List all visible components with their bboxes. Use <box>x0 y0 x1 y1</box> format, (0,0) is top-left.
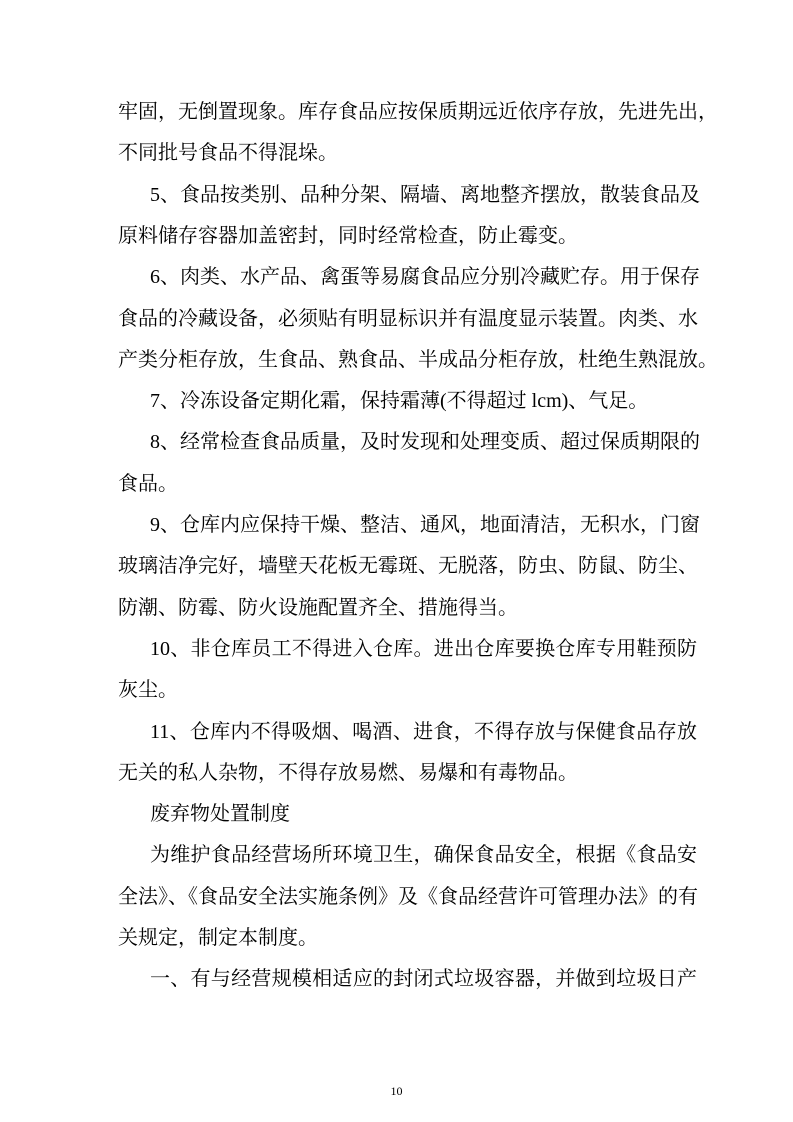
text-line: 不同批号食品不得混垛。 <box>118 142 338 165</box>
text-line: 6、肉类、水产品、禽蛋等易腐食品应分别冷藏贮存。用于保存 <box>150 266 700 289</box>
text-line: 无关的私人杂物，不得存放易燃、易爆和有毒物品。 <box>118 761 578 784</box>
text-line: 10、非仓库员工不得进入仓库。进出仓库要换仓库专用鞋预防 <box>150 637 697 660</box>
text-line: 5、食品按类别、品种分架、隔墙、离地整齐摆放，散装食品及 <box>150 183 700 206</box>
text-line: 食品的冷藏设备，必须贴有明显标识并有温度显示装置。肉类、水 <box>118 307 698 330</box>
text-line: 关规定，制定本制度。 <box>118 927 318 949</box>
text-line: 一、有与经营规模相适应的封闭式垃圾容器，并做到垃圾日产 <box>150 968 697 991</box>
page-number: 10 <box>390 1084 403 1098</box>
text-line: 牢固，无倒置现象。库存食品应按保质期远近依序存放，先进先出， <box>118 101 718 123</box>
text-line: 防潮、防霉、防火设施配置齐全、措施得当。 <box>118 596 518 619</box>
text-line: 废弃物处置制度 <box>150 803 290 826</box>
text-line: 8、经常检查食品质量，及时发现和处理变质、超过保质期限的 <box>150 431 700 454</box>
text-line: 灰尘。 <box>118 679 178 702</box>
text-line: 9、仓库内应保持干燥、整洁、通风，地面清洁，无积水，门窗 <box>150 514 700 536</box>
text-line: 食品。 <box>118 472 178 495</box>
text-line: 11、仓库内不得吸烟、喝酒、进食，不得存放与保健食品存放 <box>150 720 697 743</box>
text-line: 7、冷冻设备定期化霜，保持霜薄(不得超过 lcm)、气足。 <box>150 390 649 413</box>
text-line: 原料储存容器加盖密封，同时经常检查，防止霉变。 <box>118 224 578 247</box>
text-line: 全法》、《食品安全法实施条例》及《食品经营许可管理办法》的有 <box>118 885 698 908</box>
text-line: 产类分柜存放，生食品、熟食品、半成品分柜存放，杜绝生熟混放。 <box>118 348 718 371</box>
text-line: 玻璃洁净完好，墙壁天花板无霉斑、无脱落，防虫、防鼠、防尘、 <box>118 555 698 578</box>
text-line: 为维护食品经营场所环境卫生，确保食品安全，根据《食品安 <box>150 844 697 867</box>
